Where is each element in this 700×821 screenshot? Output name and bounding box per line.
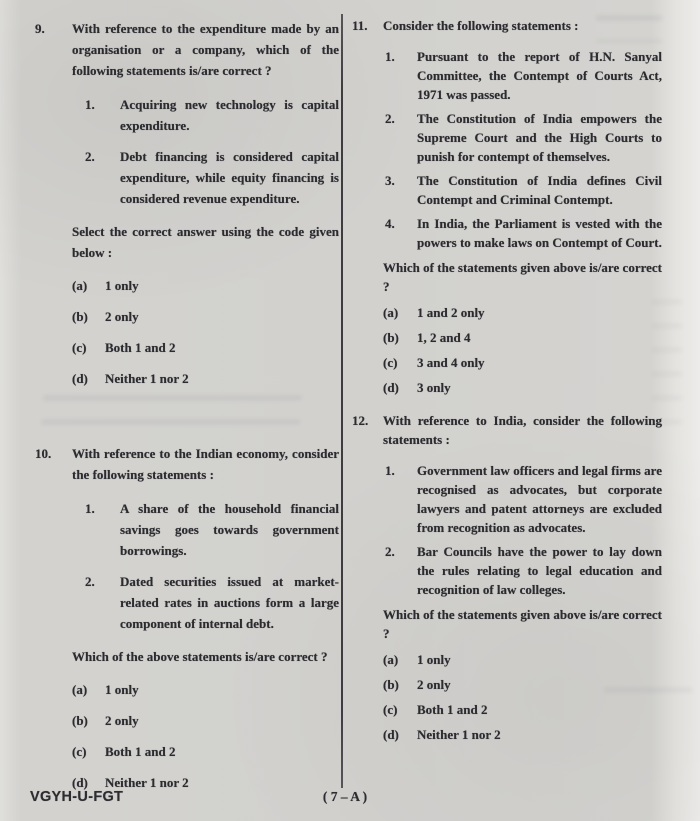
option-list <box>72 275 339 389</box>
question-11 <box>352 16 662 397</box>
option-text: 1 only <box>105 278 139 293</box>
statement-text: In India, the Parliament is vested with the powers to make laws on Contempt of Court. <box>417 216 662 250</box>
option-text: Both 1 and 2 <box>105 340 176 355</box>
question-number: 10. <box>35 446 52 461</box>
option-list <box>383 650 662 744</box>
option-text: 1 and 2 only <box>417 305 485 320</box>
statement-list <box>72 498 339 634</box>
question-intro: With reference to the expenditure made by an organisation or a company, which of the following statements is/are correct ? <box>72 21 339 78</box>
question-10 <box>35 443 339 793</box>
option-letter: (b) <box>383 330 399 345</box>
statement-number: 2. <box>85 149 95 164</box>
option-row <box>72 679 339 700</box>
option-row <box>383 700 662 719</box>
question-number: 9. <box>35 21 45 36</box>
option-text: Both 1 and 2 <box>417 702 488 717</box>
option-row <box>72 741 339 762</box>
option-letter: (d) <box>383 727 399 742</box>
option-letter: (a) <box>72 278 88 293</box>
option-letter: (a) <box>383 305 399 320</box>
column-divider <box>341 14 343 788</box>
option-text: 1 only <box>417 652 451 667</box>
option-row <box>383 650 662 669</box>
statement-text: Bar Councils have the power to lay down the rules relating to legal education and recognition of law colleges. <box>417 544 662 597</box>
option-row <box>383 675 662 694</box>
option-letter: (b) <box>383 677 399 692</box>
footer-booklet-code: VGYH-U-FGT <box>30 789 124 805</box>
statement-row <box>383 542 662 599</box>
statement-number: 2. <box>85 574 95 589</box>
footer-page-number: ( 7 – A ) <box>322 789 368 804</box>
option-text: 2 only <box>417 677 451 692</box>
statement-text: The Constitution of India defines Civil Contempt and Criminal Contempt. <box>417 173 662 207</box>
question-intro: Consider the following statements : <box>383 18 579 33</box>
statement-text: Debt financing is considered capital expenditure, while equity financing is considered revenue expenditure. <box>120 149 339 206</box>
statement-row <box>383 214 662 252</box>
statement-text: A share of the household financial savings goes towards government borrowings. <box>120 501 339 558</box>
option-letter: (b) <box>72 309 88 324</box>
statement-text: Acquiring new technology is capital expenditure. <box>120 97 339 133</box>
option-row <box>72 710 339 731</box>
option-text: 2 only <box>105 713 139 728</box>
option-text: Both 1 and 2 <box>105 744 176 759</box>
answer-stem: Which of the statements given above is/are correct ? <box>383 607 662 641</box>
statement-list <box>383 47 662 252</box>
statement-row <box>383 47 662 104</box>
statement-text: Government law officers and legal firms are recognised as advocates, but corporate lawyers and patent attorneys are excluded from recognition as advocates. <box>417 463 662 535</box>
answer-stem: Which of the statements given above is/are correct ? <box>383 260 662 294</box>
option-row <box>383 353 662 372</box>
statement-text: The Constitution of India empowers the Supreme Court and the High Courts to punish for contempt of themselves. <box>417 111 662 164</box>
option-row <box>72 306 339 327</box>
option-row <box>72 337 339 358</box>
answer-stem: Select the correct answer using the code given below : <box>72 224 339 260</box>
option-text: Neither 1 nor 2 <box>417 727 501 742</box>
option-letter: (a) <box>72 682 88 697</box>
option-row <box>383 328 662 347</box>
statement-number: 1. <box>85 501 95 516</box>
question-9 <box>35 18 339 389</box>
option-text: 1 only <box>105 682 139 697</box>
option-list <box>383 303 662 397</box>
option-text: 1, 2 and 4 <box>417 330 471 345</box>
statement-row <box>72 571 339 634</box>
option-text: 3 only <box>417 380 451 395</box>
right-column <box>352 16 662 744</box>
option-letter: (b) <box>72 713 88 728</box>
statement-row <box>72 146 339 209</box>
option-list <box>72 679 339 793</box>
statement-row <box>72 94 339 136</box>
option-row <box>383 725 662 744</box>
statement-row <box>383 109 662 166</box>
option-letter: (d) <box>72 371 88 386</box>
option-letter: (c) <box>383 702 398 717</box>
statement-number: 1. <box>385 49 395 64</box>
statement-number: 1. <box>85 97 95 112</box>
option-letter: (d) <box>72 775 88 790</box>
statement-number: 4. <box>385 216 395 231</box>
statement-number: 3. <box>385 173 395 188</box>
option-letter: (d) <box>383 380 399 395</box>
option-letter: (c) <box>72 340 87 355</box>
statement-row <box>72 498 339 561</box>
statement-number: 2. <box>385 544 395 559</box>
option-letter: (c) <box>72 744 87 759</box>
question-number: 12. <box>352 413 369 428</box>
question-intro: With reference to India, consider the following statements : <box>383 413 662 447</box>
statement-row <box>383 171 662 209</box>
question-intro: With reference to the Indian economy, consider the following statements : <box>72 446 339 482</box>
option-row <box>383 378 662 397</box>
option-letter: (c) <box>383 355 398 370</box>
statement-list <box>383 461 662 599</box>
question-number: 11. <box>352 18 368 33</box>
statement-text: Dated securities issued at market-related rates in auctions form a large component of internal debt. <box>120 574 339 631</box>
option-text: Neither 1 nor 2 <box>105 775 189 790</box>
option-row <box>383 303 662 322</box>
answer-stem: Which of the above statements is/are correct ? <box>72 649 328 664</box>
statement-list <box>72 94 339 209</box>
option-text: Neither 1 nor 2 <box>105 371 189 386</box>
option-row <box>72 275 339 296</box>
left-column <box>35 18 339 793</box>
statement-number: 1. <box>385 463 395 478</box>
statement-text: Pursuant to the report of H.N. Sanyal Committee, the Contempt of Courts Act, 1971 was passed. <box>417 49 662 102</box>
option-letter: (a) <box>383 652 399 667</box>
statement-number: 2. <box>385 111 395 126</box>
option-text: 3 and 4 only <box>417 355 485 370</box>
question-12 <box>352 411 662 744</box>
option-row <box>72 368 339 389</box>
option-text: 2 only <box>105 309 139 324</box>
statement-row <box>383 461 662 537</box>
